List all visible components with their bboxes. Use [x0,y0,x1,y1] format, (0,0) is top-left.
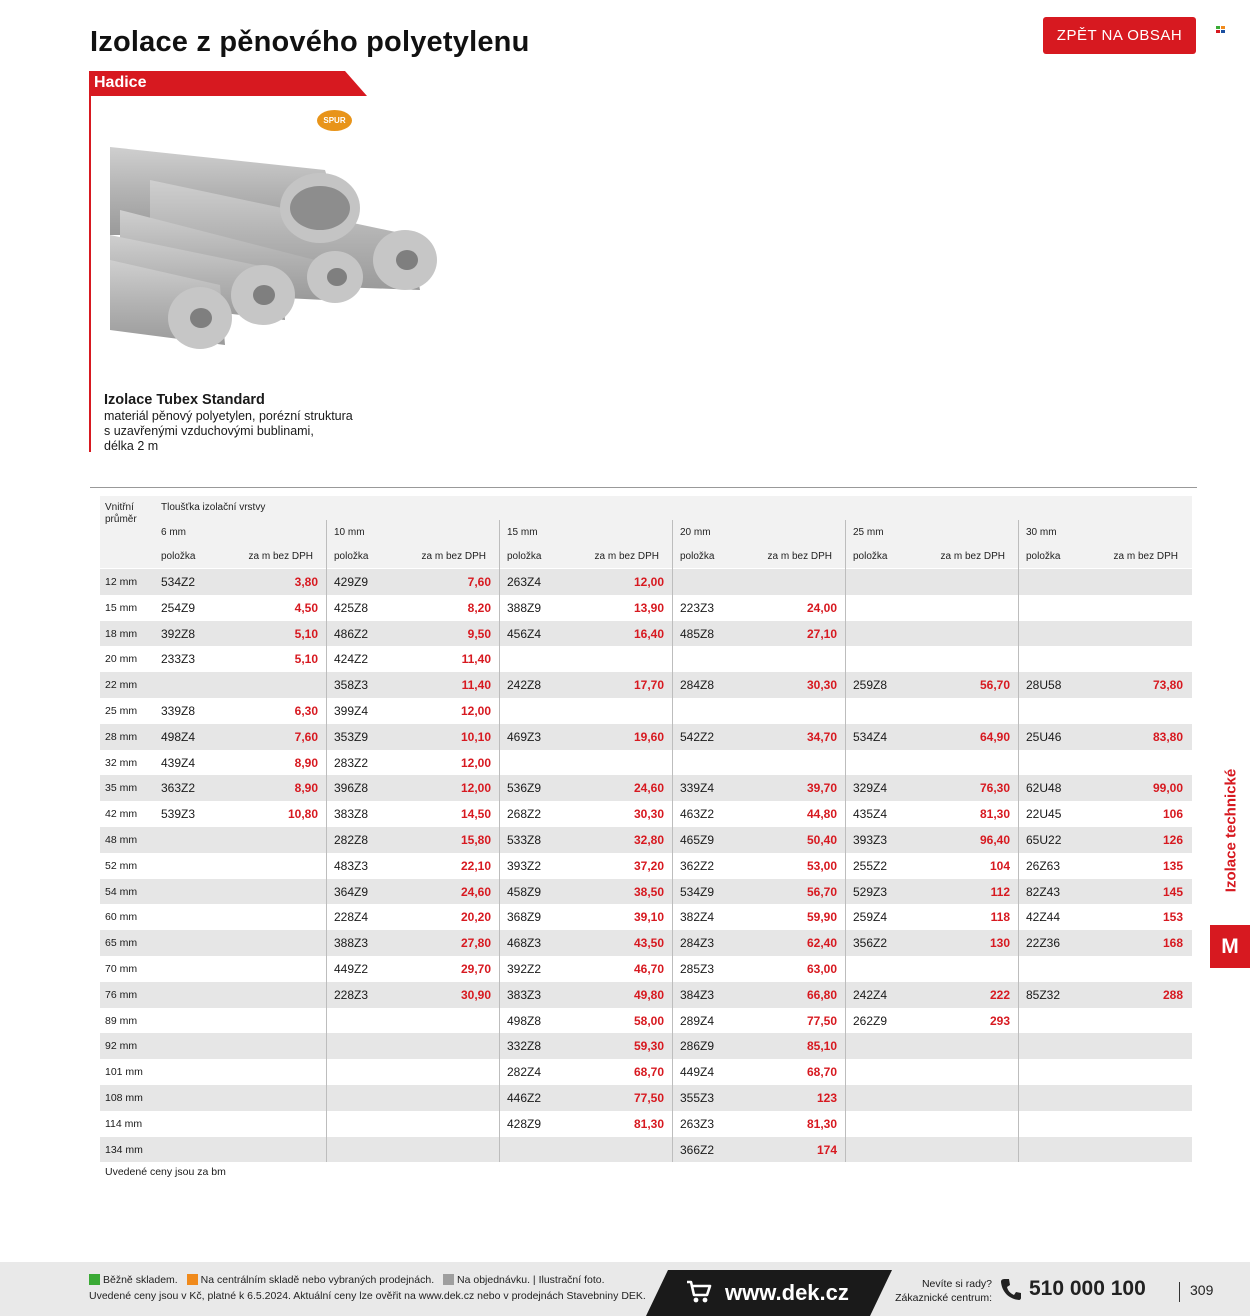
item-code-cell: 339Z4 [680,781,715,796]
price-cell: 20,20 [460,910,491,925]
item-code-cell: 259Z8 [853,678,888,693]
item-code-cell: 429Z9 [334,575,369,589]
item-code-cell: 483Z3 [334,858,369,873]
item-code-cell: 62U48 [1026,781,1062,796]
price-cell: 22,10 [460,858,491,873]
price-cell: 64,90 [979,729,1010,744]
item-code-cell: 446Z2 [507,1090,542,1105]
table-row [100,646,1192,672]
price-cell: 24,60 [460,884,491,899]
price-cell: 3,80 [294,575,318,589]
thickness-header: 6 mm [161,527,186,538]
price-cell: 10,10 [460,729,491,744]
item-code-cell: 392Z8 [161,626,196,641]
diameter-cell: 22 mm [105,679,138,692]
item-code-cell: 439Z4 [161,755,196,770]
table-row [100,904,1192,930]
legend-order: Na objednávku. [457,1274,530,1286]
price-cell: 12,00 [633,575,664,589]
item-code-cell: 355Z3 [680,1090,715,1105]
thickness-header: 10 mm [334,527,365,538]
price-cell: 12,00 [460,755,491,770]
item-code-cell: 449Z4 [680,1065,715,1080]
item-code-cell: 242Z4 [853,987,888,1002]
item-code-cell: 284Z3 [680,936,715,951]
diameter-cell: 76 mm [105,988,138,1001]
diameter-cell: 28 mm [105,730,138,743]
item-code-cell: 289Z4 [680,1013,715,1028]
diameter-cell: 20 mm [105,653,138,666]
price-cell: 30,30 [633,807,664,822]
item-code-cell: 382Z4 [680,910,715,925]
diameter-cell: 35 mm [105,782,138,795]
price-cell: 153 [1162,910,1183,925]
table-row [100,930,1192,956]
diameter-cell: 18 mm [105,627,138,640]
table-row [100,621,1192,647]
price-cell: 81,30 [806,1116,837,1131]
price-cell: 9,50 [467,626,491,641]
item-subheader: položka [1026,551,1061,562]
price-cell: 56,70 [806,884,837,899]
help-line: Zákaznické centrum: [895,1292,992,1304]
price-cell: 76,30 [979,781,1010,796]
item-code-cell: 449Z2 [334,961,369,976]
item-code-cell: 533Z8 [507,832,542,847]
price-cell: 73,80 [1152,678,1183,693]
phone-icon [1000,1277,1022,1301]
item-code-cell: 358Z3 [334,678,369,693]
column-separator [845,520,846,1162]
item-code-cell: 463Z2 [680,807,715,822]
price-cell: 288 [1162,987,1183,1002]
price-cell: 68,70 [633,1065,664,1080]
diameter-cell: 60 mm [105,911,138,924]
price-cell: 77,50 [806,1013,837,1028]
thickness-header: 15 mm [507,527,538,538]
table-row [100,750,1192,776]
price-cell: 34,70 [806,729,837,744]
price-cell: 27,80 [460,936,491,951]
table-row [100,1085,1192,1111]
diameter-cell: 101 mm [105,1066,143,1079]
item-code-cell: 366Z2 [680,1142,715,1157]
thickness-header: 30 mm [1026,527,1057,538]
website-url[interactable]: www.dek.cz [725,1280,849,1305]
item-code-cell: 536Z9 [507,781,542,796]
item-code-cell: 458Z9 [507,884,542,899]
table-row [100,724,1192,750]
price-cell: 37,20 [633,858,664,873]
table-row [100,1059,1192,1085]
item-code-cell: 498Z8 [507,1013,542,1028]
diameter-cell: 65 mm [105,937,138,950]
item-code-cell: 534Z9 [680,884,715,899]
diameter-cell: 108 mm [105,1091,143,1104]
item-code-cell: 368Z9 [507,910,542,925]
product-photo [110,140,440,355]
price-cell: 50,40 [806,832,837,847]
price-cell: 39,70 [806,781,837,796]
price-cell: 66,80 [806,987,837,1002]
table-row [100,982,1192,1008]
column-separator [672,520,673,1162]
price-cell: 11,40 [461,678,491,693]
price-cell: 24,00 [806,600,837,615]
price-cell: 222 [989,987,1010,1002]
item-code-cell: 384Z3 [680,987,715,1002]
table-row [100,1008,1192,1034]
product-desc-line: s uzavřenými vzduchovými bublinami, [104,424,314,438]
price-cell: 8,90 [294,781,318,796]
item-code-cell: 262Z9 [853,1013,888,1028]
item-code-cell: 469Z3 [507,729,542,744]
price-subheader: za m bez DPH [421,551,486,562]
price-cell: 30,90 [460,987,491,1002]
price-cell: 83,80 [1152,729,1183,744]
price-cell: 104 [989,858,1010,873]
item-code-cell: 339Z8 [161,703,196,718]
item-code-cell: 428Z9 [507,1116,542,1131]
price-cell: 174 [816,1142,837,1157]
item-code-cell: 329Z4 [853,781,888,796]
price-cell: 96,40 [979,832,1010,847]
thickness-header: 20 mm [680,527,711,538]
diameter-cell: 89 mm [105,1014,138,1027]
price-cell: 58,00 [633,1013,664,1028]
availability-legend [89,1274,605,1286]
table-row [100,956,1192,982]
diameter-cell: 48 mm [105,833,138,846]
price-cell: 81,30 [979,807,1010,822]
item-code-cell: 228Z4 [334,910,369,925]
price-subheader: za m bez DPH [940,551,1005,562]
price-cell: 5,10 [294,652,318,667]
item-code-cell: 223Z3 [680,600,715,615]
price-cell: 19,60 [633,729,664,744]
item-subheader: položka [853,551,888,562]
section-divider [89,96,91,452]
price-cell: 293 [989,1013,1010,1028]
price-cell: 29,70 [460,961,491,976]
table-row [100,1137,1192,1163]
price-cell: 7,60 [467,575,491,589]
product-name: Izolace Tubex Standard [104,392,265,408]
table-row [100,801,1192,827]
column-separator [1018,520,1019,1162]
price-validity-note: Uvedené ceny jsou v Kč, platné k 6.5.2024. Aktuální ceny lze ověřit na www.dek.cz nebo v prodejnách Stavebniny DEK. [89,1290,646,1302]
item-code-cell: 22U45 [1026,807,1062,822]
item-code-cell: 486Z2 [334,626,369,641]
diameter-cell: 114 mm [105,1117,143,1130]
table-row [100,827,1192,853]
item-code-cell: 388Z3 [334,936,369,951]
item-code-cell: 65U22 [1026,832,1062,847]
price-cell: 123 [816,1090,837,1105]
table-row [100,775,1192,801]
item-code-cell: 332Z8 [507,1039,542,1054]
item-code-cell: 425Z8 [334,600,369,615]
price-cell: 85,10 [806,1039,837,1054]
table-row [100,1033,1192,1059]
column-separator [326,520,327,1162]
legend-in-stock: Běžně skladem. [103,1274,178,1286]
price-cell: 126 [1162,832,1183,847]
diameter-cell: 52 mm [105,859,138,872]
price-cell: 68,70 [806,1065,837,1080]
price-cell: 118 [990,910,1010,925]
table-row [100,672,1192,698]
price-cell: 49,80 [633,987,664,1002]
legend-central: Na centrálním skladě nebo vybraných prodejnách. [200,1274,435,1286]
price-cell: 27,10 [806,626,837,641]
table-header [100,496,1192,568]
side-section-text: Izolace technické [1222,768,1240,893]
diameter-cell: 54 mm [105,885,138,898]
price-cell: 77,50 [633,1090,664,1105]
item-code-cell: 364Z9 [334,884,369,899]
diameter-cell: 92 mm [105,1040,138,1053]
table-row [100,569,1192,595]
item-code-cell: 285Z3 [680,961,715,976]
price-cell: 56,70 [979,678,1010,693]
price-cell: 4,50 [294,600,318,615]
price-cell: 130 [989,936,1010,951]
price-cell: 7,60 [294,729,318,744]
on-order-swatch [443,1274,454,1285]
table-footnote: Uvedené ceny jsou za bm [105,1166,226,1178]
shopping-cart-icon [686,1280,712,1304]
central-stock-swatch [187,1274,198,1285]
item-code-cell: 383Z3 [507,987,542,1002]
price-cell: 53,00 [806,858,837,873]
section-tab [89,71,367,96]
item-subheader: položka [334,551,369,562]
price-cell: 13,90 [633,600,664,615]
diameter-cell: 32 mm [105,756,138,769]
color-dots-icon [1216,26,1226,34]
diameter-cell: 12 mm [105,576,138,588]
col-header-diameter: Vnitřní průměr [105,502,137,525]
help-line: Nevíte si rady? [921,1278,992,1290]
phone-number[interactable]: 510 000 100 [1029,1277,1146,1300]
item-code-cell: 534Z2 [161,575,196,589]
price-cell: 24,60 [633,781,664,796]
brand-logo: SPUR [317,110,352,131]
item-code-cell: 363Z2 [161,781,196,796]
price-cell: 81,30 [633,1116,664,1131]
table-row [100,1111,1192,1137]
thickness-header: 25 mm [853,527,884,538]
item-subheader: položka [161,551,196,562]
product-description [104,393,353,454]
price-subheader: za m bez DPH [1113,551,1178,562]
price-cell: 11,40 [461,652,491,667]
item-code-cell: 42Z44 [1026,910,1061,925]
price-subheader: za m bez DPH [248,551,313,562]
item-code-cell: 28U58 [1026,678,1062,693]
diameter-cell: 25 mm [105,704,138,717]
column-separator [499,520,500,1162]
price-cell: 17,70 [633,678,664,693]
price-cell: 59,90 [806,910,837,925]
item-code-cell: 388Z9 [507,600,542,615]
item-code-cell: 396Z8 [334,781,369,796]
price-cell: 99,00 [1152,781,1183,796]
item-code-cell: 485Z8 [680,626,715,641]
price-cell: 14,50 [460,807,491,822]
item-code-cell: 353Z9 [334,729,369,744]
item-code-cell: 26Z63 [1026,858,1061,873]
in-stock-swatch [89,1274,100,1285]
price-cell: 12,00 [460,781,491,796]
item-code-cell: 85Z32 [1026,987,1061,1002]
item-code-cell: 362Z2 [680,858,715,873]
price-cell: 8,20 [467,600,491,615]
item-code-cell: 498Z4 [161,729,196,744]
item-code-cell: 263Z3 [680,1116,715,1131]
diameter-cell: 70 mm [105,962,138,975]
item-code-cell: 282Z8 [334,832,369,847]
item-subheader: položka [680,551,715,562]
price-cell: 32,80 [633,832,664,847]
legend-illustration: | Ilustrační foto. [532,1274,605,1286]
item-code-cell: 268Z2 [507,807,542,822]
price-cell: 6,30 [294,703,318,718]
item-code-cell: 456Z4 [507,626,542,641]
price-cell: 135 [1162,858,1183,873]
item-code-cell: 286Z9 [680,1039,715,1054]
price-cell: 63,00 [806,961,837,976]
price-cell: 168 [1162,936,1183,951]
item-code-cell: 356Z2 [853,936,888,951]
price-cell: 15,80 [460,832,491,847]
price-cell: 106 [1162,807,1183,822]
price-subheader: za m bez DPH [767,551,832,562]
item-code-cell: 468Z3 [507,936,542,951]
item-code-cell: 393Z3 [853,832,888,847]
item-subheader: položka [507,551,542,562]
table-row [100,595,1192,621]
price-cell: 8,90 [294,755,318,770]
item-code-cell: 399Z4 [334,703,369,718]
price-cell: 59,30 [633,1039,664,1054]
page-number-divider [1179,1282,1180,1302]
diameter-cell: 42 mm [105,808,138,821]
website-link[interactable] [646,1270,892,1316]
item-code-cell: 383Z8 [334,807,369,822]
item-code-cell: 435Z4 [853,807,888,822]
price-cell: 112 [990,884,1010,899]
price-subheader: za m bez DPH [594,551,659,562]
item-code-cell: 284Z8 [680,678,715,693]
item-code-cell: 534Z4 [853,729,888,744]
item-code-cell: 82Z43 [1026,884,1061,899]
item-code-cell: 529Z3 [853,884,888,899]
price-cell: 12,00 [460,703,491,718]
item-code-cell: 22Z36 [1026,936,1061,951]
item-code-cell: 233Z3 [161,652,196,667]
item-code-cell: 263Z4 [507,575,542,589]
diameter-cell: 134 mm [105,1143,143,1156]
table-body [100,569,1192,1162]
item-code-cell: 254Z9 [161,600,196,615]
item-code-cell: 25U46 [1026,729,1062,744]
price-cell: 39,10 [633,910,664,925]
price-cell: 10,80 [287,807,318,822]
col-header-thickness: Tloušťka izolační vrstvy [161,502,266,513]
item-code-cell: 392Z2 [507,961,542,976]
product-desc-line: materiál pěnový polyetylen, porézní struktura [104,409,353,423]
table-top-rule [90,487,1197,488]
price-cell: 62,40 [806,936,837,951]
price-cell: 38,50 [633,884,664,899]
item-code-cell: 242Z8 [507,678,542,693]
item-code-cell: 282Z4 [507,1065,542,1080]
product-desc-line: délka 2 m [104,439,159,453]
price-cell: 46,70 [633,961,664,976]
customer-help [895,1277,992,1305]
table-row [100,879,1192,905]
page-title: Izolace z pěnového polyetylenu [90,26,530,58]
diameter-cell: 15 mm [105,601,138,614]
item-code-cell: 539Z3 [161,807,196,822]
item-code-cell: 542Z2 [680,729,715,744]
side-section-letter: M [1210,925,1250,968]
price-cell: 16,40 [633,626,664,641]
item-code-cell: 465Z9 [680,832,715,847]
item-code-cell: 255Z2 [853,858,888,873]
back-to-contents-button[interactable]: ZPĚT NA OBSAH [1043,17,1196,54]
item-code-cell: 228Z3 [334,987,369,1002]
page-number: 309 [1190,1282,1214,1298]
item-code-cell: 259Z4 [853,910,888,925]
table-row [100,853,1192,879]
price-cell: 43,50 [633,936,664,951]
price-cell: 30,30 [806,678,837,693]
price-cell: 145 [1162,884,1183,899]
price-cell: 44,80 [806,807,837,822]
item-code-cell: 283Z2 [334,755,369,770]
table-row [100,698,1192,724]
item-code-cell: 424Z2 [334,652,369,667]
section-tab-label: Hadice [94,74,147,91]
side-section-label [1216,760,1242,910]
item-code-cell: 393Z2 [507,858,542,873]
price-cell: 5,10 [294,626,318,641]
